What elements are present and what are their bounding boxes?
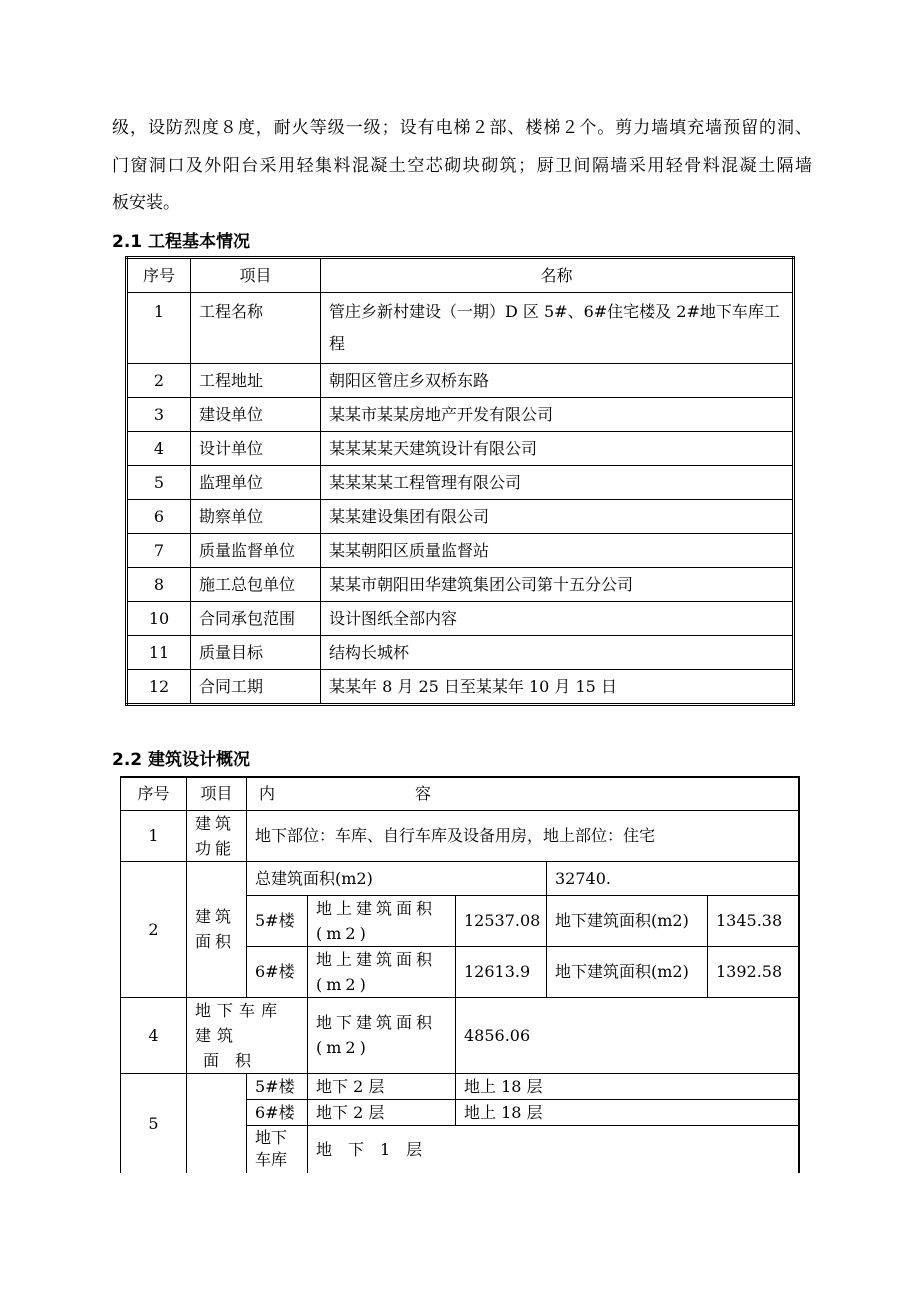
row-number: 4	[121, 997, 187, 1073]
row-item: 合同工期	[191, 670, 321, 705]
row-item: 质量目标	[191, 636, 321, 670]
building-label: 6#楼	[247, 1099, 308, 1125]
table-row	[127, 534, 794, 568]
row-name: 某某朝阳区质量监督站	[321, 534, 794, 568]
row-number: 6	[127, 500, 191, 534]
row-number: 2	[121, 861, 187, 997]
row-content: 地下部位：车库、自行车库及设备用房，地上部位：住宅	[247, 810, 799, 861]
project-info-table	[125, 256, 795, 706]
row-name: 某某某某工程管理有限公司	[321, 466, 794, 500]
above-area-value: 12537.08	[456, 895, 547, 946]
garage-area-value: 4856.06	[456, 997, 799, 1073]
table-row	[127, 602, 794, 636]
table-row	[121, 997, 799, 1073]
header-cell: 项目	[191, 258, 321, 293]
row-number: 4	[127, 432, 191, 466]
row-number: 1	[127, 293, 191, 364]
row-name: 结构长城杯	[321, 636, 794, 670]
table-row	[127, 364, 794, 398]
floors-under: 地下 2 层	[308, 1099, 456, 1125]
row-item: 工程地址	[191, 364, 321, 398]
intro-line: 级，设防烈度８度，耐火等级一级；设有电梯２部、楼梯２个。剪力墙填充墙预留的洞、	[112, 118, 812, 138]
under-area-label: 地下建筑面积(m2)	[547, 895, 708, 946]
row-name: 某某某某天建筑设计有限公司	[321, 432, 794, 466]
total-area-label: 总建筑面积(m2)	[247, 861, 547, 895]
above-area-label: 地上建筑面积(m2)	[308, 946, 456, 997]
row-item	[187, 997, 308, 1073]
building-label: 5#楼	[247, 895, 308, 946]
table-row	[127, 670, 794, 705]
row-number: 12	[127, 670, 191, 705]
above-area-label: 地上建筑面积(m2)	[308, 895, 456, 946]
intro-paragraph	[112, 110, 812, 223]
table-row	[127, 293, 794, 364]
intro-line: 板安装。	[112, 193, 180, 213]
garage-floors: 地 下 1 层	[308, 1125, 799, 1173]
section-title: 2.1 工程基本情况	[112, 232, 251, 252]
table-row	[121, 810, 799, 861]
row-number: 7	[127, 534, 191, 568]
row-item	[187, 1073, 247, 1173]
row-number: 3	[127, 398, 191, 432]
under-area-value: 1392.58	[708, 946, 799, 997]
floors-above: 地上 18 层	[456, 1073, 799, 1099]
row-item: 质量监督单位	[191, 534, 321, 568]
under-area-value: 1345.38	[708, 895, 799, 946]
table-row	[127, 500, 794, 534]
table-row	[127, 432, 794, 466]
header-content-right: 容	[415, 784, 432, 804]
header-cell: 名称	[321, 258, 794, 293]
table-row	[127, 636, 794, 670]
above-area-value: 12613.9	[456, 946, 547, 997]
floors-under: 地下 2 层	[308, 1073, 456, 1099]
table-row	[121, 861, 799, 895]
table-row	[127, 568, 794, 602]
row-number: 2	[127, 364, 191, 398]
row-item-line: 地下车库建筑	[195, 1000, 284, 1045]
garage-area-label: 地下建筑面积(m2)	[308, 997, 456, 1073]
table-row	[121, 1073, 799, 1099]
table-row	[127, 398, 794, 432]
header-cell: 项目	[187, 777, 247, 810]
header-content-cell	[247, 777, 799, 810]
design-overview-table	[120, 776, 800, 1173]
row-item: 建筑面积	[187, 861, 247, 997]
total-area-value: 32740.	[547, 861, 799, 895]
row-item: 建筑功能	[187, 810, 247, 861]
building-label: 5#楼	[247, 1073, 308, 1099]
row-number: 1	[121, 810, 187, 861]
row-number: 11	[127, 636, 191, 670]
section-title: 2.2 建筑设计概况	[112, 750, 251, 770]
row-item: 勘察单位	[191, 500, 321, 534]
row-item: 监理单位	[191, 466, 321, 500]
row-name: 某某市某某房地产开发有限公司	[321, 398, 794, 432]
row-item: 工程名称	[191, 293, 321, 364]
row-item: 建设单位	[191, 398, 321, 432]
row-name: 某某年 8 月 25 日至某某年 10 月 15 日	[321, 670, 794, 705]
row-item: 设计单位	[191, 432, 321, 466]
table-row	[127, 466, 794, 500]
row-number: 8	[127, 568, 191, 602]
header-content-left: 内	[259, 784, 276, 804]
floors-above: 地上 18 层	[456, 1099, 799, 1125]
intro-line: 门窗洞口及外阳台采用轻集料混凝土空芯砌块砌筑；厨卫间隔墙采用轻骨料混凝土隔墙	[112, 155, 812, 176]
row-item: 合同承包范围	[191, 602, 321, 636]
row-name: 设计图纸全部内容	[321, 602, 794, 636]
row-item-line: 面 积	[203, 1050, 252, 1070]
row-name: 某某建设集团有限公司	[321, 500, 794, 534]
table-header-row	[127, 258, 794, 293]
header-cell: 序号	[127, 258, 191, 293]
under-area-label: 地下建筑面积(m2)	[547, 946, 708, 997]
row-name: 管庄乡新村建设（一期）D 区 5#、6#住宅楼及 2#地下车库工程	[321, 293, 794, 364]
row-number: 10	[127, 602, 191, 636]
garage-label: 地下车库	[247, 1125, 308, 1173]
table-header-row	[121, 777, 799, 810]
row-number: 5	[121, 1073, 187, 1173]
row-item: 施工总包单位	[191, 568, 321, 602]
header-cell: 序号	[121, 777, 187, 810]
row-name: 某某市朝阳田华建筑集团公司第十五分公司	[321, 568, 794, 602]
row-name: 朝阳区管庄乡双桥东路	[321, 364, 794, 398]
building-label: 6#楼	[247, 946, 308, 997]
row-number: 5	[127, 466, 191, 500]
